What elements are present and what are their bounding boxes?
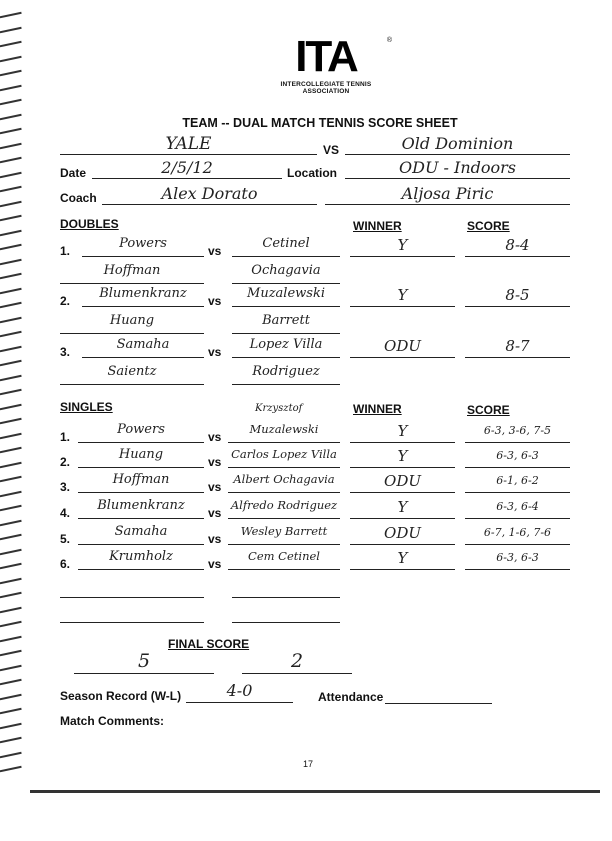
doubles-2-winner: Y: [397, 286, 408, 304]
doubles-2-away-a: Muzalewski: [247, 286, 325, 301]
singles-6-winner-line: [350, 569, 455, 570]
doubles-1-vs: vs: [208, 244, 222, 258]
singles-1-home-line: [78, 442, 204, 443]
d2-line-a: [82, 306, 204, 307]
singles-6-score: 6-3, 6-3: [496, 551, 539, 564]
spiral-ring: [0, 418, 22, 427]
spiral-ring: [0, 621, 22, 630]
singles-1-away: Muzalewski: [249, 422, 319, 436]
singles-3-winner-line: [350, 492, 455, 493]
singles-1-score: 6-3, 3-6, 7-5: [483, 424, 552, 437]
spiral-ring: [0, 766, 22, 775]
spiral-ring: [0, 345, 22, 354]
coach-away-line: [325, 204, 570, 205]
singles-5-num: 5.: [60, 532, 71, 546]
singles-6-winner: Y: [397, 549, 408, 567]
singles-4-home: Blumenkranz: [97, 498, 185, 513]
blank-line-2b: [232, 622, 340, 623]
singles-6-home: Krumholz: [109, 549, 173, 564]
doubles-2-score: 8-5: [505, 286, 530, 304]
doubles-1-num: 1.: [60, 244, 71, 258]
blank-line-2a: [60, 622, 204, 623]
singles-4-score: 6-3, 6-4: [496, 500, 539, 513]
singles-2-score-line: [465, 467, 570, 468]
season-record-value: 4-0: [226, 681, 253, 700]
singles-3-away: Albert Ochagavia: [233, 472, 335, 486]
doubles-2-away-b: Barrett: [262, 313, 310, 328]
singles-4-winner-line: [350, 518, 455, 519]
home-team: YALE: [165, 134, 212, 154]
spiral-ring: [0, 113, 22, 122]
singles-5-home-line: [78, 544, 204, 545]
doubles-3-score: 8-7: [505, 337, 530, 355]
doubles-1-winner: Y: [397, 236, 408, 254]
spiral-ring: [0, 679, 22, 688]
final-score-home: 5: [137, 650, 151, 672]
singles-3-winner: ODU: [384, 472, 421, 490]
singles-4-away: Alfredo Rodriguez: [230, 498, 338, 512]
doubles-2-home-b: Huang: [109, 313, 155, 328]
spiral-ring: [0, 142, 22, 151]
doubles-1-home-a: Powers: [119, 236, 167, 251]
spiral-ring: [0, 244, 22, 253]
location-label: Location: [287, 166, 337, 180]
spiral-ring: [0, 751, 22, 760]
doubles-3-winner: ODU: [384, 337, 421, 355]
singles-4-num: 4.: [60, 506, 71, 520]
spiral-ring: [0, 722, 22, 731]
singles-1-winner-line: [350, 442, 455, 443]
singles-5-away: Wesley Barrett: [240, 524, 328, 538]
final-score-away: 2: [290, 650, 304, 672]
d1-line-d: [232, 283, 340, 284]
singles-header: SINGLES: [60, 400, 113, 414]
doubles-3-away-b: Rodriguez: [252, 364, 320, 379]
doubles-winner-header: WINNER: [353, 219, 402, 233]
spiral-ring: [0, 157, 22, 166]
singles-5-away-line: [228, 544, 340, 545]
spiral-ring: [0, 606, 22, 615]
spiral-ring: [0, 26, 22, 35]
singles-4-away-line: [228, 518, 340, 519]
spiral-ring: [0, 360, 22, 369]
spiral-ring: [0, 128, 22, 137]
singles-2-num: 2.: [60, 455, 71, 469]
singles-3-home-line: [78, 492, 204, 493]
singles-4-score-line: [465, 518, 570, 519]
spiral-ring: [0, 577, 22, 586]
spiral-ring: [0, 519, 22, 528]
spiral-ring: [0, 650, 22, 659]
singles-6-home-line: [78, 569, 204, 570]
singles-4-winner: Y: [397, 498, 408, 516]
singles-5-home: Samaha: [114, 524, 168, 539]
doubles-1-home-b: Hoffman: [103, 263, 161, 278]
doubles-1-away-b: Ochagavia: [251, 263, 321, 278]
singles-1-score-line: [465, 442, 570, 443]
singles-6-num: 6.: [60, 557, 71, 571]
date-label: Date: [60, 166, 87, 180]
d3-score-line: [465, 357, 570, 358]
match-comments-label: Match Comments:: [60, 714, 165, 728]
doubles-3-home-b: Saientz: [107, 364, 157, 379]
singles-1-away-line: [228, 442, 340, 443]
spiral-ring: [0, 316, 22, 325]
spiral-ring: [0, 389, 22, 398]
singles-1-num: 1.: [60, 430, 71, 444]
d3-line-a: [82, 357, 204, 358]
d3-line-d: [232, 384, 340, 385]
attendance-line: [385, 703, 492, 704]
singles-6-score-line: [465, 569, 570, 570]
sheet-title: TEAM -- DUAL MATCH TENNIS SCORE SHEET: [182, 116, 458, 130]
blank-line-1b: [232, 597, 340, 598]
singles-annotation: Krzysztof: [255, 403, 303, 414]
spiral-ring: [0, 708, 22, 717]
doubles-score-header: SCORE: [467, 219, 510, 233]
singles-5-winner: ODU: [384, 524, 421, 542]
singles-1-home: Powers: [117, 422, 165, 437]
singles-5-winner-line: [350, 544, 455, 545]
singles-6-away-line: [228, 569, 340, 570]
singles-3-score: 6-1, 6-2: [496, 474, 539, 487]
page-number: 17: [302, 759, 313, 769]
singles-4-vs: vs: [208, 506, 222, 520]
spiral-ring: [0, 273, 22, 282]
singles-2-score: 6-3, 6-3: [496, 449, 539, 462]
scan-edge-bar: [30, 790, 600, 793]
singles-3-vs: vs: [208, 480, 222, 494]
d2-score-line: [465, 306, 570, 307]
spiral-ring: [0, 374, 22, 383]
location-line: [345, 178, 570, 179]
d2-line-c: [60, 333, 204, 334]
singles-6-away: Cem Cetinel: [248, 549, 320, 563]
spiral-ring: [0, 635, 22, 644]
spiral-ring: [0, 737, 22, 746]
coach-home: Alex Dorato: [161, 184, 258, 203]
season-record-label: Season Record (W-L): [60, 689, 182, 703]
singles-3-away-line: [228, 492, 340, 493]
spiral-ring: [0, 215, 22, 224]
spiral-ring: [0, 490, 22, 499]
final-home-line: [74, 673, 214, 674]
location-value: ODU - Indoors: [399, 158, 516, 177]
ita-logo: [262, 32, 392, 95]
spiral-ring: [0, 55, 22, 64]
singles-5-score-line: [465, 544, 570, 545]
spiral-ring: [0, 12, 22, 21]
spiral-ring: [0, 476, 22, 485]
spiral-ring: [0, 563, 22, 572]
spiral-ring: [0, 302, 22, 311]
doubles-3-num: 3.: [60, 345, 71, 359]
spiral-ring: [0, 548, 22, 557]
season-record-line: [186, 702, 293, 703]
singles-1-winner: Y: [397, 422, 408, 440]
coach-home-line: [102, 204, 317, 205]
coach-away: Aljosa Piric: [401, 184, 494, 203]
vs-label: VS: [323, 143, 340, 157]
spiral-ring: [0, 505, 22, 514]
d1-line-b: [232, 256, 340, 257]
away-team: Old Dominion: [401, 134, 514, 153]
singles-2-away: Carlos Lopez Villa: [231, 447, 337, 461]
singles-2-home-line: [78, 467, 204, 468]
singles-2-winner: Y: [397, 447, 408, 465]
singles-1-vs: vs: [208, 430, 222, 444]
singles-2-vs: vs: [208, 455, 222, 469]
d1-score-line: [465, 256, 570, 257]
spiral-ring: [0, 229, 22, 238]
spiral-ring: [0, 534, 22, 543]
doubles-1-score: 8-4: [505, 236, 530, 254]
spiral-ring: [0, 432, 22, 441]
spiral-ring: [0, 258, 22, 267]
singles-2-away-line: [228, 467, 340, 468]
logo-subtitle: INTERCOLLEGIATE TENNIS ASSOCIATION: [280, 81, 372, 95]
spiral-ring: [0, 171, 22, 180]
singles-2-winner-line: [350, 467, 455, 468]
doubles-3-home-a: Samaha: [116, 337, 170, 352]
singles-5-score: 6-7, 1-6, 7-6: [483, 526, 552, 539]
spiral-ring: [0, 403, 22, 412]
d2-winner-line: [350, 306, 455, 307]
spiral-ring: [0, 693, 22, 702]
registered-mark: ®: [386, 37, 392, 44]
doubles-header: DOUBLES: [60, 217, 119, 231]
spiral-ring: [0, 99, 22, 108]
attendance-label: Attendance: [318, 690, 384, 704]
singles-score-header: SCORE: [467, 403, 510, 417]
doubles-2-home-a: Blumenkranz: [99, 286, 187, 301]
singles-3-home: Hoffman: [112, 472, 170, 487]
spiral-ring: [0, 461, 22, 470]
doubles-3-vs: vs: [208, 345, 222, 359]
coach-label: Coach: [60, 191, 97, 205]
singles-2-home: Huang: [118, 447, 164, 462]
d3-winner-line: [350, 357, 455, 358]
spiral-ring: [0, 447, 22, 456]
singles-6-vs: vs: [208, 557, 222, 571]
d1-winner-line: [350, 256, 455, 257]
spiral-ring: [0, 70, 22, 79]
singles-3-score-line: [465, 492, 570, 493]
d1-line-c: [60, 283, 204, 284]
singles-5-vs: vs: [208, 532, 222, 546]
singles-winner-header: WINNER: [353, 402, 402, 416]
d3-line-c: [60, 384, 204, 385]
d3-line-b: [232, 357, 340, 358]
spiral-ring: [0, 186, 22, 195]
date-line: [92, 178, 282, 179]
d1-line-a: [82, 256, 204, 257]
singles-3-num: 3.: [60, 480, 71, 494]
d2-line-b: [232, 306, 340, 307]
away-team-line: [345, 154, 570, 155]
d2-line-d: [232, 333, 340, 334]
home-team-line: [60, 154, 317, 155]
spiral-ring: [0, 287, 22, 296]
spiral-ring: [0, 84, 22, 93]
doubles-2-num: 2.: [60, 294, 71, 308]
blank-line-1a: [60, 597, 204, 598]
final-away-line: [242, 673, 352, 674]
spiral-ring: [0, 200, 22, 209]
singles-4-home-line: [78, 518, 204, 519]
date-value: 2/5/12: [161, 158, 213, 177]
spiral-ring: [0, 592, 22, 601]
spiral-ring: [0, 331, 22, 340]
doubles-1-away-a: Cetinel: [262, 236, 310, 251]
spiral-ring: [0, 664, 22, 673]
final-score-label: FINAL SCORE: [168, 637, 250, 651]
doubles-3-away-a: Lopez Villa: [249, 337, 323, 352]
doubles-2-vs: vs: [208, 294, 222, 308]
spiral-ring: [0, 41, 22, 50]
logo-letters: ITA: [295, 32, 357, 81]
